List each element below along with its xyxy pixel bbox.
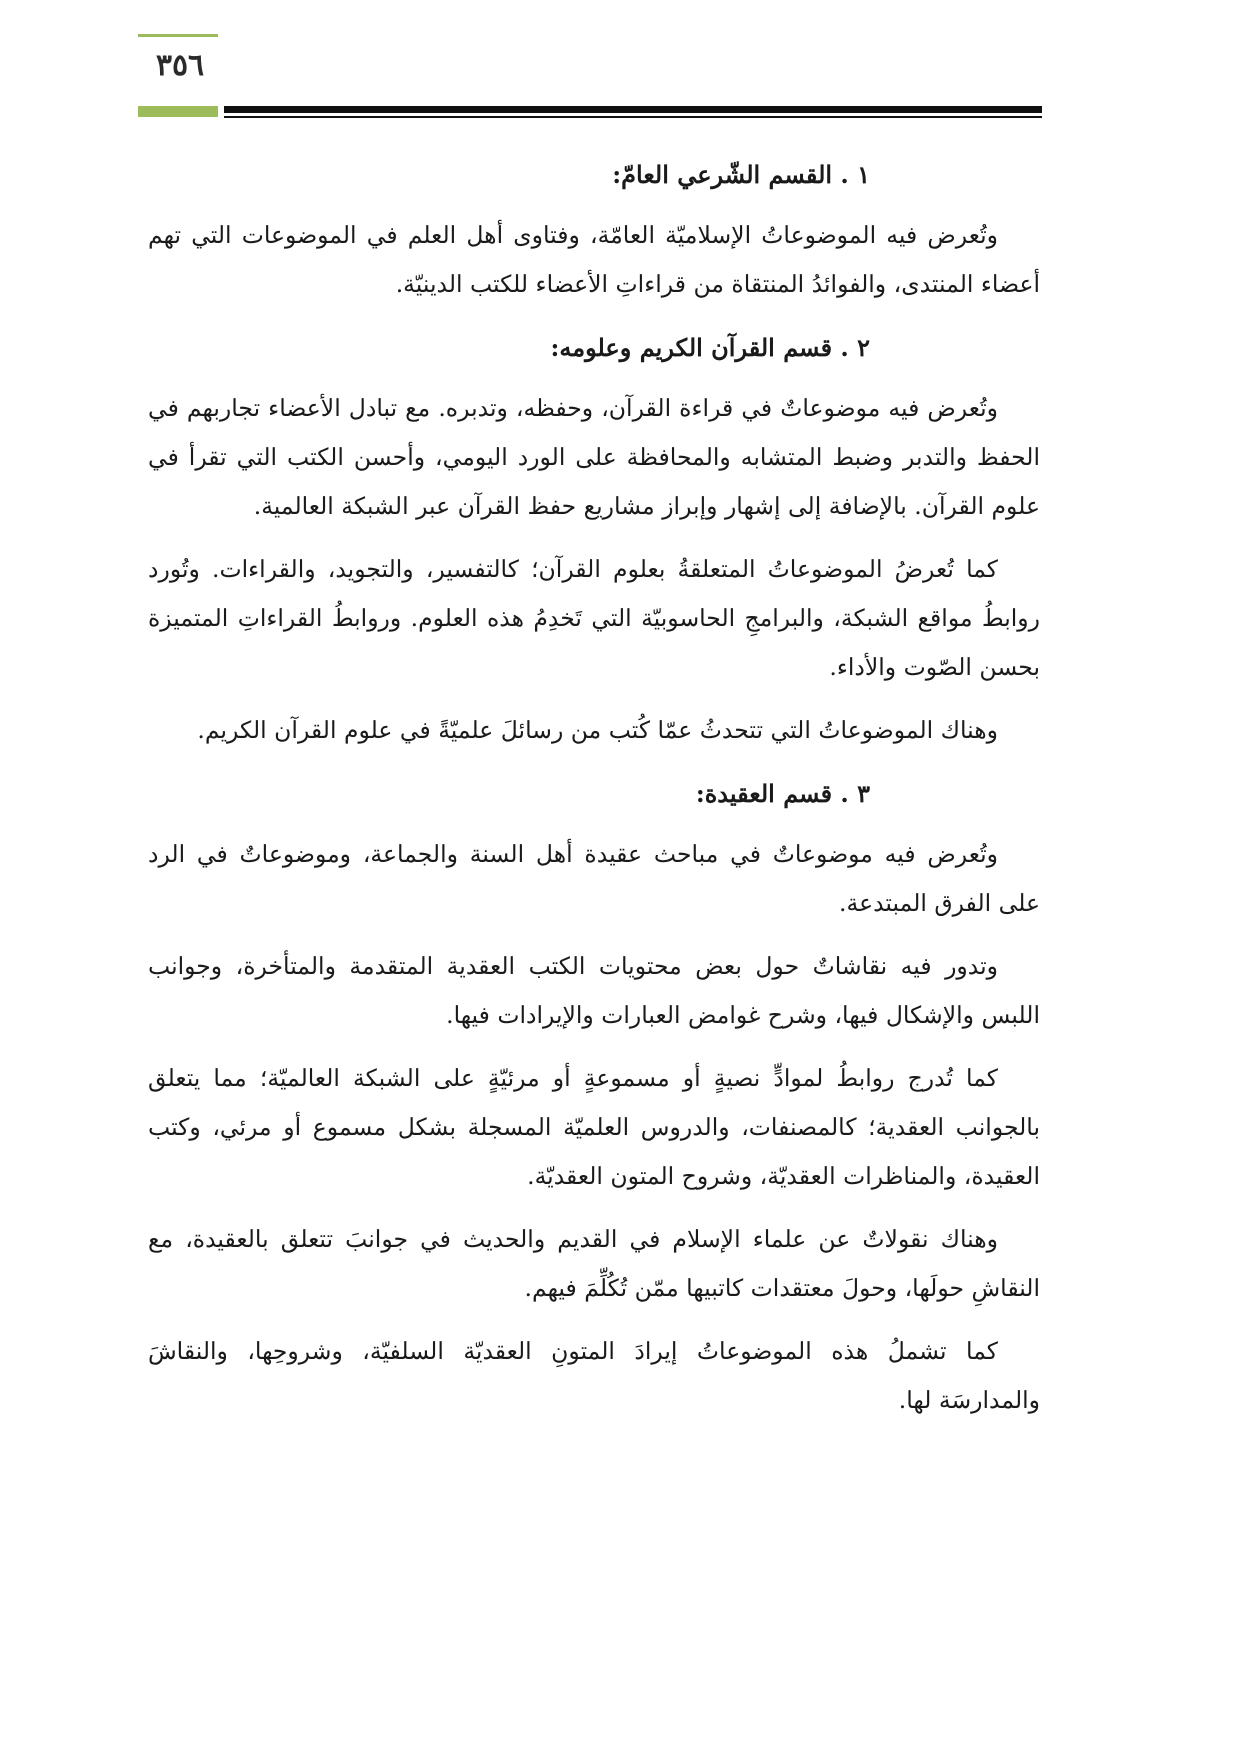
section-heading: ٣ . قسم العقيدة: [695, 779, 870, 808]
section-quran-sciences [148, 323, 1040, 755]
paragraph: وتُعرض فيه موضوعاتٌ في مباحث عقيدة أهل السنة والجماعة، وموضوعاتٌ في الرد على الفرق المبتدعة. [148, 840, 1040, 917]
section-aqeedah [148, 769, 1040, 1425]
paragraph: كما تُعرضُ الموضوعاتُ المتعلقةُ بعلوم القرآن؛ كالتفسير، والتجويد، والقراءات. وتُورد روابطُ مواقع الشبكة، والبرامجِ الحاسوبيّة التي تَخدِمُ هذه العلوم. وروابطُ القراءاتِ المتميزة بحسن الصّوت والأداء. [148, 555, 1040, 681]
paragraph: كما تُدرج روابطُ لموادٍّ نصيةٍ أو مسموعةٍ أو مرئيّةٍ على الشبكة العالميّة؛ مما يتعلق بالجوانب العقدية؛ كالمصنفات، والدروس العلميّة المسجلة بشكل مسموع أو مرئي، وكتب العقيدة، والمناظرات العقديّة، وشروح المتون العقديّة. [148, 1064, 1040, 1190]
page-body [148, 150, 1040, 1439]
section-general-sharia [148, 150, 1040, 309]
paragraph: وتُعرض فيه موضوعاتٌ في قراءة القرآن، وحفظه، وتدبره. مع تبادل الأعضاء تجاربهم في الحفظ والتدبر وضبط المتشابه والمحافظة على الورد اليومي، وأحسن الكتب التي تقرأ في علوم القرآن. بالإضافة إلى إشهار وإبراز مشاريع حفظ القرآن عبر الشبكة العالمية. [148, 394, 1040, 520]
paragraph: كما تشملُ هذه الموضوعاتُ إيرادَ المتونِ العقديّة السلفيّة، وشروحِها، والنقاشَ والمدارسَة لها. [148, 1337, 1040, 1414]
header-top-green-rule [138, 34, 218, 37]
header-bottom-green-rule [138, 106, 218, 117]
paragraph: وتدور فيه نقاشاتٌ حول بعض محتويات الكتب العقدية المتقدمة والمتأخرة، وجوانب اللبس والإشكال فيها، وشرح غوامض العبارات والإيرادات فيها. [148, 952, 1040, 1029]
header-black-thin-rule [224, 116, 1042, 118]
section-heading: ١ . القسم الشّرعي العامّ: [612, 160, 870, 189]
paragraph: وهناك الموضوعاتُ التي تتحدثُ عمّا كُتب من رسائلَ علميّةً في علوم القرآن الكريم. [197, 716, 998, 744]
header-black-thick-rule [224, 106, 1042, 113]
paragraph: وتُعرض فيه الموضوعاتُ الإسلاميّة العامّة، وفتاوى أهل العلم في الموضوعات التي تهم أعضاء المنتدى، والفوائدُ المنتقاة من قراءاتِ الأعضاء للكتب الدينيّة. [148, 221, 1040, 298]
section-heading: ٢ . قسم القرآن الكريم وعلومه: [550, 333, 870, 362]
paragraph: وهناك نقولاتٌ عن علماء الإسلام في القديم والحديث في جوانبَ تتعلق بالعقيدة، مع النقاشِ حولَها، وحولَ معتقدات كاتبيها ممّن تُكُلِّمَ فيهم. [148, 1225, 1040, 1302]
page-number: ٣٥٦ [155, 48, 205, 83]
